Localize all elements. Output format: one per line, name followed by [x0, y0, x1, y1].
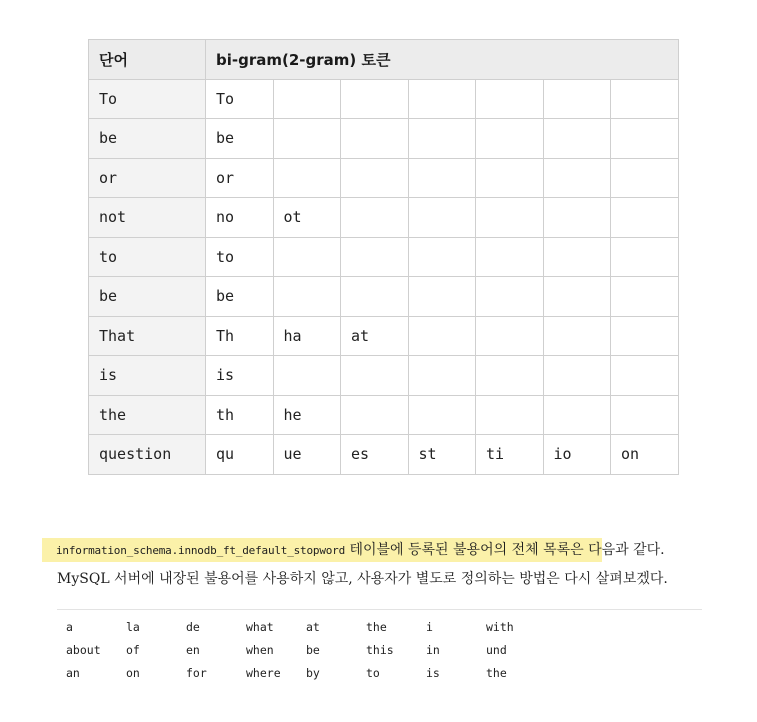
stopword: to: [366, 666, 380, 680]
token-cell: [341, 158, 409, 198]
stopword-row: [66, 619, 546, 642]
token-cell: [543, 277, 611, 317]
bigram-table: [88, 39, 679, 475]
token-cell: [476, 198, 544, 238]
table-row: [89, 198, 679, 238]
token-cell: [341, 198, 409, 238]
table-row: [89, 395, 679, 435]
stopword: an: [66, 666, 80, 680]
token-cell: at: [341, 316, 409, 356]
token-cell: or: [206, 158, 274, 198]
word-cell: the: [89, 395, 206, 435]
word-cell: That: [89, 316, 206, 356]
token-cell: [611, 395, 679, 435]
token-cell: [341, 356, 409, 396]
token-cell: [476, 356, 544, 396]
token-cell: be: [206, 119, 274, 159]
stopword: be: [306, 643, 320, 657]
word-cell: is: [89, 356, 206, 396]
stopword-row: [66, 642, 546, 665]
token-cell: [408, 277, 476, 317]
token-cell: [476, 158, 544, 198]
token-cell: [476, 237, 544, 277]
stopword: the: [366, 620, 387, 634]
token-cell: [476, 79, 544, 119]
word-cell: To: [89, 79, 206, 119]
stopword: de: [186, 620, 200, 634]
token-cell: [273, 237, 341, 277]
stopword: about: [66, 643, 101, 657]
token-cell: no: [206, 198, 274, 238]
stopword-row: [66, 665, 546, 688]
token-cell: [408, 79, 476, 119]
highlighted-sentence: 테이블에 등록된 불용어의 전체 목록은 다: [345, 542, 602, 558]
token-cell: [408, 119, 476, 159]
token-cell: he: [273, 395, 341, 435]
stopword: this: [366, 643, 394, 657]
word-cell: or: [89, 158, 206, 198]
word-cell: be: [89, 277, 206, 317]
token-cell: [408, 198, 476, 238]
token-cell: ti: [476, 435, 544, 475]
token-cell: [408, 237, 476, 277]
stopword: when: [246, 643, 274, 657]
token-cell: To: [206, 79, 274, 119]
stopword-list: [66, 619, 546, 688]
table-row: [89, 435, 679, 475]
token-cell: [543, 79, 611, 119]
token-cell: [543, 316, 611, 356]
table-row: [89, 237, 679, 277]
highlighted-text: [42, 538, 602, 562]
stopword: i: [426, 620, 433, 634]
token-cell: [611, 316, 679, 356]
stopword: at: [306, 620, 320, 634]
token-cell: qu: [206, 435, 274, 475]
divider: [57, 609, 702, 610]
stopword: where: [246, 666, 281, 680]
table-row: [89, 79, 679, 119]
token-cell: ue: [273, 435, 341, 475]
table-row: [89, 158, 679, 198]
token-cell: [273, 119, 341, 159]
table-header-row: [89, 40, 679, 80]
token-cell: io: [543, 435, 611, 475]
paragraph-line-1: [0, 536, 757, 565]
token-cell: [476, 277, 544, 317]
token-cell: [543, 158, 611, 198]
line1-rest: 음과 같다.: [601, 542, 665, 558]
token-cell: [611, 198, 679, 238]
token-cell: [408, 395, 476, 435]
inline-code: information_schema.innodb_ft_default_stopword: [56, 544, 346, 557]
token-cell: [543, 119, 611, 159]
token-cell: on: [611, 435, 679, 475]
token-cell: [408, 316, 476, 356]
table-body: [89, 79, 679, 474]
token-cell: [543, 356, 611, 396]
token-cell: Th: [206, 316, 274, 356]
table-row: [89, 316, 679, 356]
stopword: what: [246, 620, 274, 634]
token-cell: [341, 237, 409, 277]
table-row: [89, 277, 679, 317]
table-row: [89, 119, 679, 159]
token-cell: [341, 277, 409, 317]
header-tokens: bi-gram(2-gram) 토큰: [206, 40, 679, 80]
token-cell: is: [206, 356, 274, 396]
token-cell: st: [408, 435, 476, 475]
stopword: the: [486, 666, 507, 680]
stopword: of: [126, 643, 140, 657]
token-cell: [341, 119, 409, 159]
stopword: la: [126, 620, 140, 634]
table-row: [89, 356, 679, 396]
description-paragraph: [0, 536, 757, 593]
stopword: on: [126, 666, 140, 680]
token-cell: [476, 119, 544, 159]
token-cell: [611, 237, 679, 277]
word-cell: question: [89, 435, 206, 475]
token-cell: [476, 395, 544, 435]
token-cell: [408, 356, 476, 396]
word-cell: be: [89, 119, 206, 159]
stopword: en: [186, 643, 200, 657]
token-cell: [611, 277, 679, 317]
token-cell: [341, 79, 409, 119]
token-cell: [273, 79, 341, 119]
token-cell: [273, 277, 341, 317]
stopword: und: [486, 643, 507, 657]
token-cell: [273, 356, 341, 396]
token-cell: [543, 237, 611, 277]
stopword: a: [66, 620, 73, 634]
paragraph-line-2: MySQL 서버에 내장된 불용어를 사용하지 않고, 사용자가 별도로 정의하는 방법은 다시 살펴보겠다.: [57, 571, 668, 587]
word-cell: to: [89, 237, 206, 277]
stopword: in: [426, 643, 440, 657]
token-cell: [611, 119, 679, 159]
word-cell: not: [89, 198, 206, 238]
stopword: for: [186, 666, 207, 680]
token-cell: [611, 79, 679, 119]
token-cell: ot: [273, 198, 341, 238]
token-cell: th: [206, 395, 274, 435]
stopword: with: [486, 620, 514, 634]
token-cell: [341, 395, 409, 435]
token-cell: es: [341, 435, 409, 475]
token-cell: [543, 395, 611, 435]
token-cell: ha: [273, 316, 341, 356]
header-word: 단어: [89, 40, 206, 80]
token-cell: [543, 198, 611, 238]
token-cell: [408, 158, 476, 198]
token-cell: [611, 356, 679, 396]
token-cell: [611, 158, 679, 198]
stopword: by: [306, 666, 320, 680]
stopword: is: [426, 666, 440, 680]
token-cell: be: [206, 277, 274, 317]
token-cell: [273, 158, 341, 198]
token-cell: to: [206, 237, 274, 277]
token-cell: [476, 316, 544, 356]
